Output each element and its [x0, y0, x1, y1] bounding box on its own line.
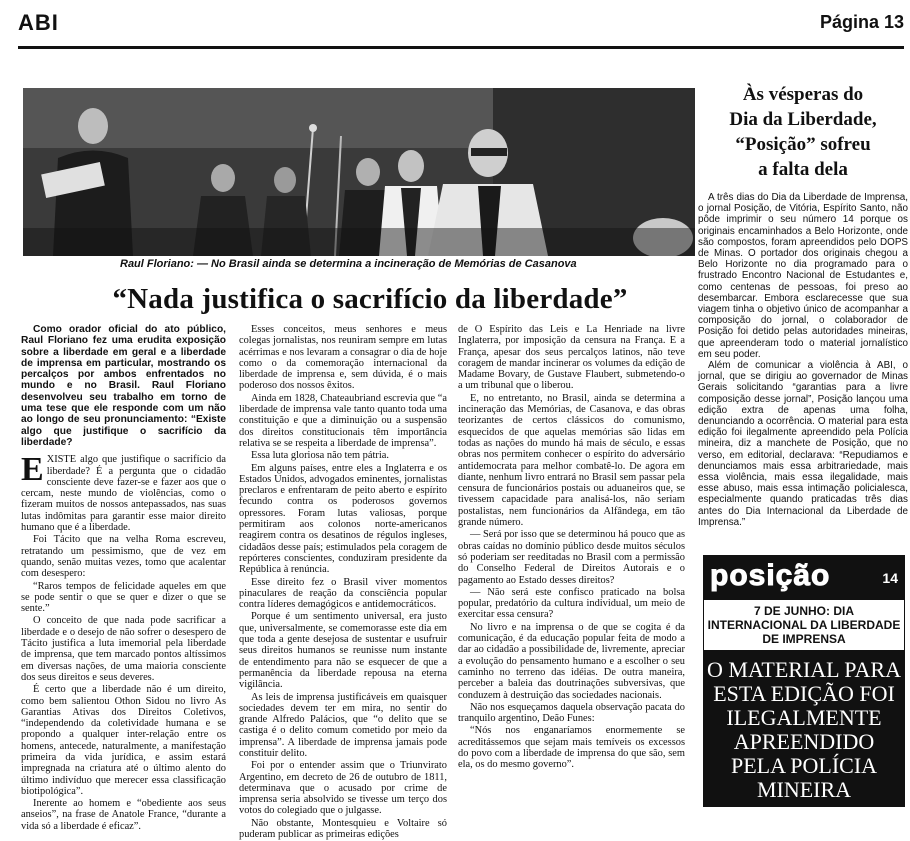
- article-paragraph: Não obstante, Montesquieu e Voltaire só puderam publicar as primeiras edições: [239, 817, 447, 841]
- article-paragraph: Foi Tácito que na velha Roma escreveu, retratando um pessimismo, que de vez em quando, senão muitas vezes, tomo que acalentar com desespero:: [21, 534, 226, 580]
- article-paragraph: As leis de imprensa justificáveis em quaisquer sociedades devem ter em mira, no sentir do grande Alfredo Palácios, que “o delito que se castiga é o delito comum cometido por meio da imprensa”. A liberdade de imprensa jamais pode constituir delito.: [239, 691, 447, 759]
- article-paragraph: Foi por o entender assim que o Triunvirato Argentino, em decreto de 26 de outubro de 1811, determinava que o acusado por crime de imprensa seria absolvido se tivesse um terço dos votos do colegiado que o julgasse.: [239, 760, 447, 817]
- clipping-masthead: [704, 556, 904, 600]
- article-column-1: [21, 324, 226, 833]
- article-paragraph: E, no entretanto, no Brasil, ainda se determina a incineração das Memórias, de Casanova, e das obras teorizantes de certos clássicos do comunismo, esquecidos de que aquelas memórias são lidas em todas as nações do mundo há mais de século, e essas obras nos permitem conhecer o espírito do adversário antidemocrata para melhor combatê-lo. De agora em diante, nenhum livro entrará no Brasil sem passar pela censura de funcionários postais ou aduaneiros que, se tivessem capacidade para analisá-los, não seriam postalistas, nem funcionários da Alfândega, em tão grande número.: [458, 392, 685, 529]
- article-paragraph: Esses conceitos, meus senhores e meus colegas jornalistas, nos reuniram sempre em lutas acérrimas e nos levaram a consagrar o dia de hoje como o da comemoração internacional da liberdade de imprensa e, sem dúvida, é o mais poderoso dos nossos êxitos.: [239, 324, 447, 392]
- clipping-strap: 7 DE JUNHO: DIA INTERNACIONAL DA LIBERDADE DE IMPRENSA: [704, 600, 904, 652]
- article-paragraph: Esse direito fez o Brasil viver momentos pinaculares de reação da consciência popular contra líderes demagógicos e antidemocráticos.: [239, 576, 447, 611]
- page-header: [0, 0, 910, 50]
- article-paragraph: “Nós nos enganaríamos enormemente se acreditássemos que sejam mais temíveis os excessos do povo com a liberdade de imprensa do que são, sem ela, os do mesmo governo”.: [458, 725, 685, 771]
- clipping-banner: O MATERIAL PARA ESTA EDIÇÃO FOI ILEGALMENTE APREENDIDO PELA POLÍCIA MINEIRA: [704, 652, 904, 807]
- photo-illustration: [23, 88, 695, 256]
- article-paragraph: Essa luta gloriosa não tem pátria.: [251, 450, 389, 462]
- article-paragraph: Não nos esqueçamos daquela observação pacata do tranquilo argentino, Deão Funes:: [458, 701, 685, 725]
- article-paragraph: EXISTE algo que justifique o sacrifício da liberdade? É a pergunta que o cidadão consciente deve fazer-se e fazer aos que o cercam, neste mundo de violências, como o fizeram muitos de nossos antepassados, nas suas lutas indômitas para garantir esse maior direito humano que é a liberdade.: [21, 451, 226, 534]
- section-name: ABI: [18, 10, 59, 35]
- article-paragraph: O conceito de que nada pode sacrificar a liberdade e o desejo de não sofrer o desespero de Tácito justifica a luta imemorial pela liberdade de imprensa, que tem marcado pontos altíssimos em diversas nações, de uma maioria consciente dos seus direitos e seus deveres.: [21, 615, 226, 683]
- article-paragraph: No livro e na imprensa o de que se cogita é da comunicação, é da educação popular feita de modo a dar ao cidadão a possibilidade de, livremente, apreciar a evolução do pensamento humano e a escolher o seu caminho no terreno das idéias. De outra maneira, perceber a baleia das doutrinações subversivas, que conduzem à destruição das sociedades nacionais.: [458, 621, 685, 701]
- article-paragraph: “Raros tempos de felicidade aqueles em que se pode sentir o que se quer e dizer o que se sente.”: [21, 580, 226, 615]
- sidebar-paragraph: A três dias do Dia da Liberdade de Imprensa, o jornal Posição, de Vitória, Espírito Santo, não pôde imprimir o seu número 14 porque os originais encaminhados a Belo Horizonte, onde são compostos, foram apreendidos pelo DOPS de Minas. O portador dos originais chegou a Belo Horizonte no dia programado para o frustrado Encontro Nacional de Estudantes e, como centenas de pessoas, foi preso ao desembarcar. Embora esclarecesse que sua viagem tinha o objetivo único de acompanhar a composição do jornal, o colaborador de Posição foi detido pelas autoridades mineiras, que apreenderam todo o material jornalístico em seu poder.: [698, 192, 908, 360]
- article-paragraph: — Não será este confisco praticado na bolsa popular, predatório da cultura individual, um meio de exercitar essa censura?: [458, 586, 685, 621]
- article-headline: “Nada justifica o sacrifício da liberdade”: [112, 283, 628, 315]
- article-column-2: [239, 324, 447, 841]
- sidebar-paragraph: Além de comunicar a violência à ABI, o jornal, que se dirigiu ao governador de Minas Gerais solicitando “garantias para a livre composição desse jornal”, Posição lançou uma edição extra de apenas uma folha, denunciando a ocorrência. O material para esta edição foi ilegalmente apreendido pela Polícia mineira, diz a manchete de Posição, que no verso, em editorial, declarava: “Repudiamos e denunciamos mais essa arbitrariedade, mais essa violência, mais essa ilegalidade, mais esse abuso, mais essa intimação policialesca, especialmente quando praticadas três dias antes do Dia Internacional da Liberdade de Imprensa.”: [698, 360, 908, 528]
- article-column-3: [458, 324, 685, 772]
- sidebar-story: [698, 82, 908, 528]
- article-lead: Como orador oficial do ato público, Raul Floriano fez uma erudita exposição sobre a liberdade em geral e a liberdade de imprensa em particular, mostrando os percalços por ambos enfrentados no mundo e no Brasil. Raul Floriano desenvolveu seu trabalho em torno de uma tese que ele responde com um não ao longo de seu pronunciamento: “Existe algo que justifique o sacrifício da liberdade?: [21, 324, 226, 448]
- article-paragraph: Ainda em 1828, Chateaubriand escrevia que “a liberdade de imprensa vale tanto quanto toda uma constituição e que a diminuição ou a suspensão dos direitos constitucionais têm importância relativa se se respeita a liberdade de imprensa”.: [239, 392, 447, 449]
- article-photo: [23, 88, 695, 256]
- photo-caption: Raul Floriano: — No Brasil ainda se determina a incineração de Memórias de Casanova: [120, 258, 577, 270]
- posicao-logo: posição: [710, 559, 831, 592]
- newspaper-clipping: [703, 555, 905, 807]
- article-paragraph: de O Espírito das Leis e La Henriade na livre Inglaterra, por imposição da censura na França. E a França, apesar dos seus percalços latinos, não teve coragem de mandar incinerar os volumes da edição de Madame Bovary, de Gustave Flaubert, submetendo-o a um tribunal que o liberou.: [458, 324, 685, 392]
- page-number: Página 13: [819, 12, 904, 32]
- issue-number: 14: [882, 570, 898, 586]
- sidebar-body: [698, 192, 908, 528]
- article-paragraph: Em alguns países, entre eles a Inglaterra e os Estados Unidos, advogados eminentes, jornalistas preclaros e enfrentaram de peito aberto e espírito fecundo contra os poderosos governos opressores. Foram lutas valiosas, porque permitiram aos colonos norte-americanos reagirem contra os desatinos de régulos ingleses, cidadãos desse país; estimulados pela coragem de repórteres conscientes, conduziram presidente da República à renúncia.: [239, 462, 447, 576]
- sidebar-headline: Às vésperas do Dia da Liberdade, “Posição” sofreu a falta dela: [729, 84, 877, 180]
- article-paragraph: É certo que a liberdade não é um direito, como bem salientou Othon Sidou no livro As Garantias Ativas dos Direitos Coletivos, “independendo da coletividade humana e se propondo a qualquer inter-relação entre os homens, antecede, naturalmente, a manifestação primeira da vida jurídica, e assim estará impregnada na criatura até o último alento do último indivíduo que merecer essa classificação biotipológica”.: [21, 684, 226, 797]
- article-paragraph: — Será por isso que se determinou há pouco que as obras caídas no domínio público desde muitos séculos só poderiam ser reeditadas no Brasil com a permissão do Conselho Federal de Direitos Autorais e o pagamento ao Estado desses direitos?: [458, 529, 685, 586]
- article-paragraph: Porque é um sentimento universal, era justo que, universalmente, se comemorasse este dia em que toda a gente desejosa de sustentar e usufruir seus direitos humanos se reunisse num instante de entendimento para não se esquecer de que a permanência da liberdade repousa na eterna vigilância.: [239, 611, 447, 691]
- header-rule: [18, 46, 904, 49]
- drop-cap: E: [21, 451, 44, 489]
- article-paragraph: Inerente ao homem e “obediente aos seus anseios”, na frase de Anatole France, “durante a vida só a liberdade é eficaz”.: [21, 798, 226, 832]
